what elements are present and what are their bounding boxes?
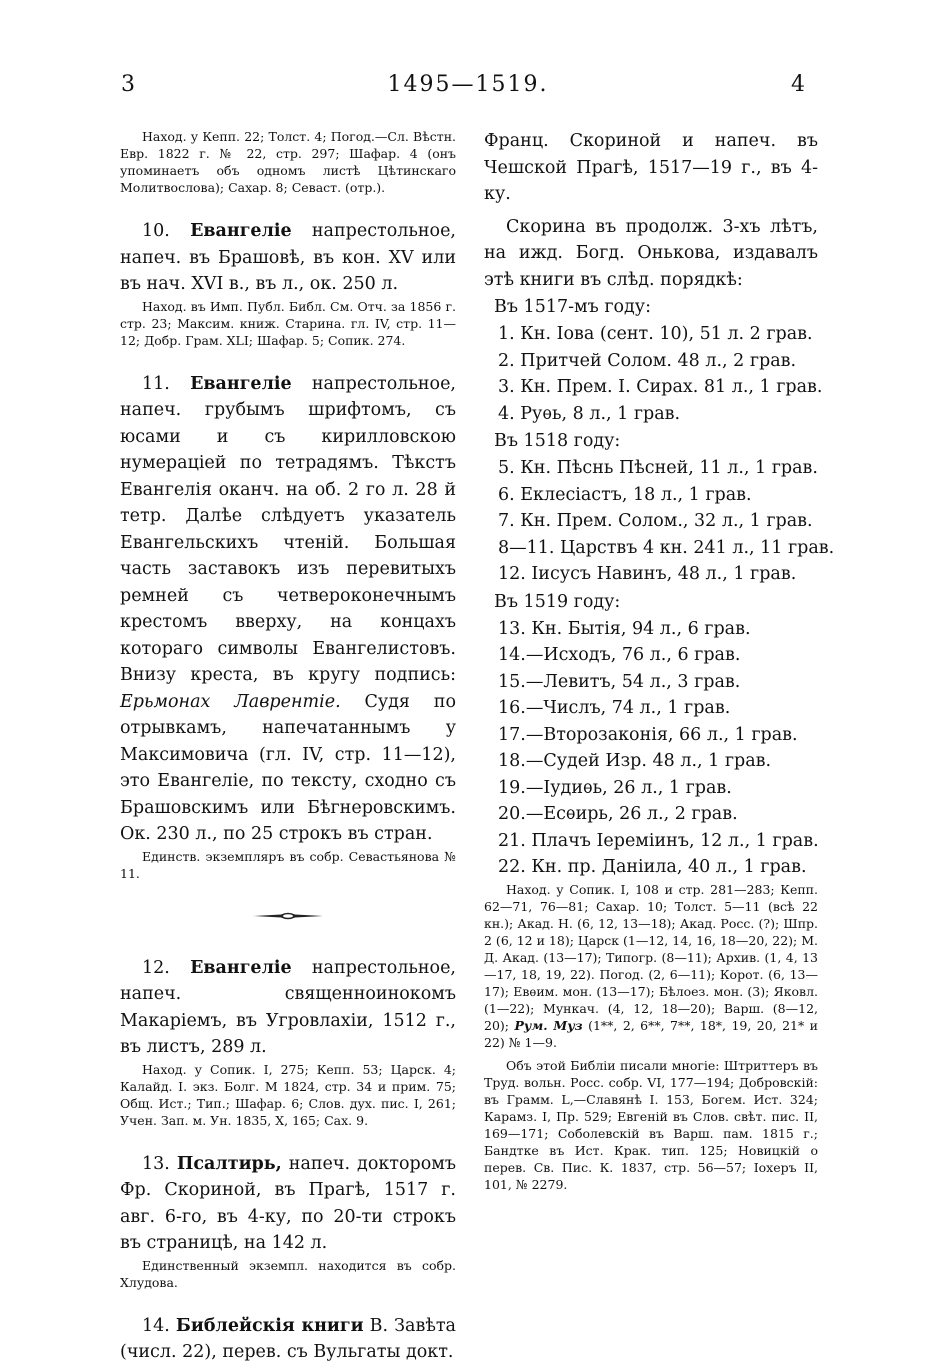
entry-number: 13. <box>142 1153 170 1174</box>
year-group-1517 <box>484 293 823 427</box>
entry-number: 14. <box>142 1315 170 1336</box>
list-item: 17.—Второзаконія, 66 л., 1 грав. <box>498 724 798 745</box>
year-heading: Въ 1519 году: <box>494 591 621 612</box>
entry-14 <box>120 1313 456 1366</box>
entry-number: 12. <box>142 957 170 978</box>
list-item: 8—11. Царствъ 4 кн. 241 л., 11 грав. <box>498 537 835 558</box>
list-item: 5. Кн. Пѣснь Пѣсней, 11 л., 1 грав. <box>498 458 818 478</box>
header-years: 1495—1519. <box>387 72 549 97</box>
entry-body: напеч. докторомъ Фр. Скориной, въ Прагѣ, 1517 г. авг. 6-го, въ 4-ку, по 20-ти строкъ въ страницѣ, на 142 л. <box>120 1153 456 1253</box>
entry-title: Псалтирь, <box>176 1153 282 1174</box>
entry-note: Единственный экземпл. находится въ собр. Хлудова. <box>120 1257 456 1290</box>
list-item: 16.—Числъ, 74 л., 1 грав. <box>498 698 731 718</box>
intro-note: Наход. у Кепп. 22; Толст. 4; Погод.—Сл. Вѣстн. Евр. 1822 г. № 22, стр. 297; Шафар. 4 (онъ упоминаетъ объ одномъ листѣ Цѣтинскаго Молитвослова); Сахар. 8; Севаст. (отр.). <box>120 129 456 195</box>
holdings-text-end: (1**, 2, 6**, 7**, 18*, 19, 20, 21* и 22) № 1—9. <box>484 1017 819 1050</box>
entry-text <box>120 218 456 298</box>
year-group-1518 <box>484 427 835 588</box>
list-item: 21. Плачъ Іереміинъ, 12 л., 1 грав. <box>498 830 819 851</box>
holdings-text: Наход. у Сопик. I, 108 и стр. 281—283; Кепп. 62—71, 76—81; Сахар. 10; Толст. 5—11 (всѣ 22 кн.); Акад. Н. (6, 12, 13—18); Акад. Росс. (?); Шпр. 2 (6, 12 и 18); Царск (1—12, 14, 16, 18—20, 22); М. Д. Акад. (13—17); Типогр. (8—11); Архив. (1, 4, 13—17, 18, 19, 22). Погод. (2, 6—11); Корот. (6, 13—17); Евѳим. мон. (13—17); Бѣлоез. мон. (3); Яковл. (1—22); Мункач. (4, 12, 18—20); Варш. (8—12, 20); <box>484 881 818 1033</box>
entry-body: напрестольное, напеч. священноинокомъ Макаріемъ, въ Угровлахіи, 1512 г., въ листъ, 289 л. <box>120 957 456 1057</box>
entry-text <box>120 955 456 1061</box>
year-group-1519 <box>484 588 818 881</box>
year-heading: Въ 1517-мъ году: <box>494 297 651 317</box>
list-item: 20.—Есѳирь, 26 л., 2 грав. <box>498 804 738 824</box>
list-item: 13. Кн. Бытія, 94 л., 6 грав. <box>498 618 751 639</box>
entry-title: Библейскія книги <box>175 1315 364 1336</box>
skorina-intro: Скорина въ продолж. 3-хъ лѣтъ, на ижд. Богд. Онькова, издавалъ этѣ книги въ слѣд. порядкѣ: <box>484 216 818 290</box>
header-page-left: 3 <box>121 72 135 97</box>
entry-number: 11. <box>142 373 170 394</box>
entry-body-cont: Судя по отрывкамъ, напечатаннымъ у Максимовича (гл. IV, стр. 11—12), это Евангеліе, по тексту, сходно съ Брашовскимъ или Бѣгнеровскимъ. Ок. 230 л., по 25 строкъ въ стран. <box>120 691 456 844</box>
list-item: 7. Кн. Прем. Солом., 32 л., 1 грав. <box>498 511 813 531</box>
list-item: 22. Кн. пр. Даніила, 40 л., 1 грав. <box>498 857 807 877</box>
entry-number: 10. <box>142 221 170 241</box>
list-item: 14.—Исходъ, 76 л., 6 грав. <box>498 645 741 665</box>
list-item: 2. Притчей Солом. 48 л., 2 грав. <box>498 350 797 371</box>
list-item: 4. Руѳь, 8 л., 1 грав. <box>498 403 681 424</box>
entry-11 <box>120 371 456 882</box>
left-column <box>120 128 456 1366</box>
list-item: 3. Кн. Прем. І. Сирах. 81 л., 1 грав. <box>498 377 823 397</box>
entry-inscription: Ерьмонах Лаврентіе. <box>120 691 341 712</box>
page-header <box>0 72 936 102</box>
list-item: 18.—Судей Изр. 48 л., 1 грав. <box>498 751 772 771</box>
entry-body: В. Завѣта (числ. 22), перев. съ Вульгаты докт. <box>120 1315 456 1362</box>
entry-text <box>120 371 456 848</box>
list-item: 6. Еклесіастъ, 18 л., 1 грав. <box>498 484 752 505</box>
list-item: 15.—Левитъ, 54 л., 3 грав. <box>498 671 741 692</box>
ornament-divider-icon <box>253 911 323 921</box>
entry-body: напрестольное, напеч. грубымъ шрифтомъ, съ юсами и съ кирилловскою нумераціей по тетрадямъ. Тѣкстъ Евангелія оканч. на об. 2 го л. 28 й тетр. Далѣе слѣдуетъ указатель Евангельскихъ чтеній. Большая часть заставокъ изъ перевитыхъ ремней съ четвероконечнымъ крестомъ вверху, на концахъ котораго символы Евангелистовъ. Внизу креста, въ кругу подпись: <box>120 373 456 685</box>
entry-note: Наход. у Сопик. I, 275; Кепп. 53; Царск. 4; Калайд. I. экз. Болг. М 1824, стр. 34 и прим. 75; Общ. Ист.; Тип.; Шафар. 6; Слов. дух. пис. I, 261; Учен. Зап. м. Ун. 1835, X, 165; Сах. 9. <box>120 1061 456 1128</box>
section-divider <box>120 906 456 925</box>
entry-text <box>120 1313 456 1366</box>
entry-title: Евангеліе <box>190 221 292 241</box>
header-page-right: 4 <box>791 72 805 97</box>
entry-12 <box>120 955 456 1129</box>
holdings-museum: Рум. Муз <box>514 1017 583 1033</box>
entry-title: Евангеліе <box>190 373 292 394</box>
entry-text <box>120 1151 456 1257</box>
entry-body: напрестольное, напеч. въ Брашовѣ, въ кон. XV или въ нач. XVI в., въ л., ок. 250 л. <box>120 221 456 294</box>
entry-note: Единств. экземпляръ въ собр. Севастьянова № 11. <box>120 848 456 881</box>
entry-title: Евангеліе <box>190 957 292 978</box>
year-heading: Въ 1518 году: <box>494 431 621 451</box>
entry-note: Наход. въ Имп. Публ. Библ. См. Отч. за 1856 г. стр. 23; Максим. книж. Старина. гл. IV, стр. 11—12; Добр. Грам. XLI; Шафар. 5; Сопик. 274. <box>120 298 456 348</box>
list-item: 19.—Іудиѳь, 26 л., 1 грав. <box>498 777 732 798</box>
entry-14-continuation: Франц. Скориной и напеч. въ Чешской Прагѣ, 1517—19 г., въ 4-ку. <box>484 131 818 204</box>
literature-note: Объ этой Библіи писали многіе: Штриттеръ въ Труд. вольн. Росс. собр. VI, 177—194; Добровскій: въ Грамм. L,—Славянѣ I. 153, Богем. Ист. 324; Карамз. I, Пр. 529; Евгеній въ Слов. свѣт. пис. II, 169—171; Соболевскій въ Варш. пам. 1815 г.; Бандтке въ Ист. Крак. тип. 125; Новицкій о перев. Св. Пис. К. 1837, стр. 56—57; Іохеръ II, 101, № 2279. <box>484 1057 818 1192</box>
entry-13 <box>120 1151 456 1291</box>
list-item: 1. Кн. Іова (сент. 10), 51 л. 2 грав. <box>498 324 813 344</box>
holdings-note <box>484 881 818 1051</box>
list-item: 12. Іисусъ Навинъ, 48 л., 1 грав. <box>498 564 797 584</box>
entry-10 <box>120 218 456 349</box>
right-column <box>484 128 835 1193</box>
